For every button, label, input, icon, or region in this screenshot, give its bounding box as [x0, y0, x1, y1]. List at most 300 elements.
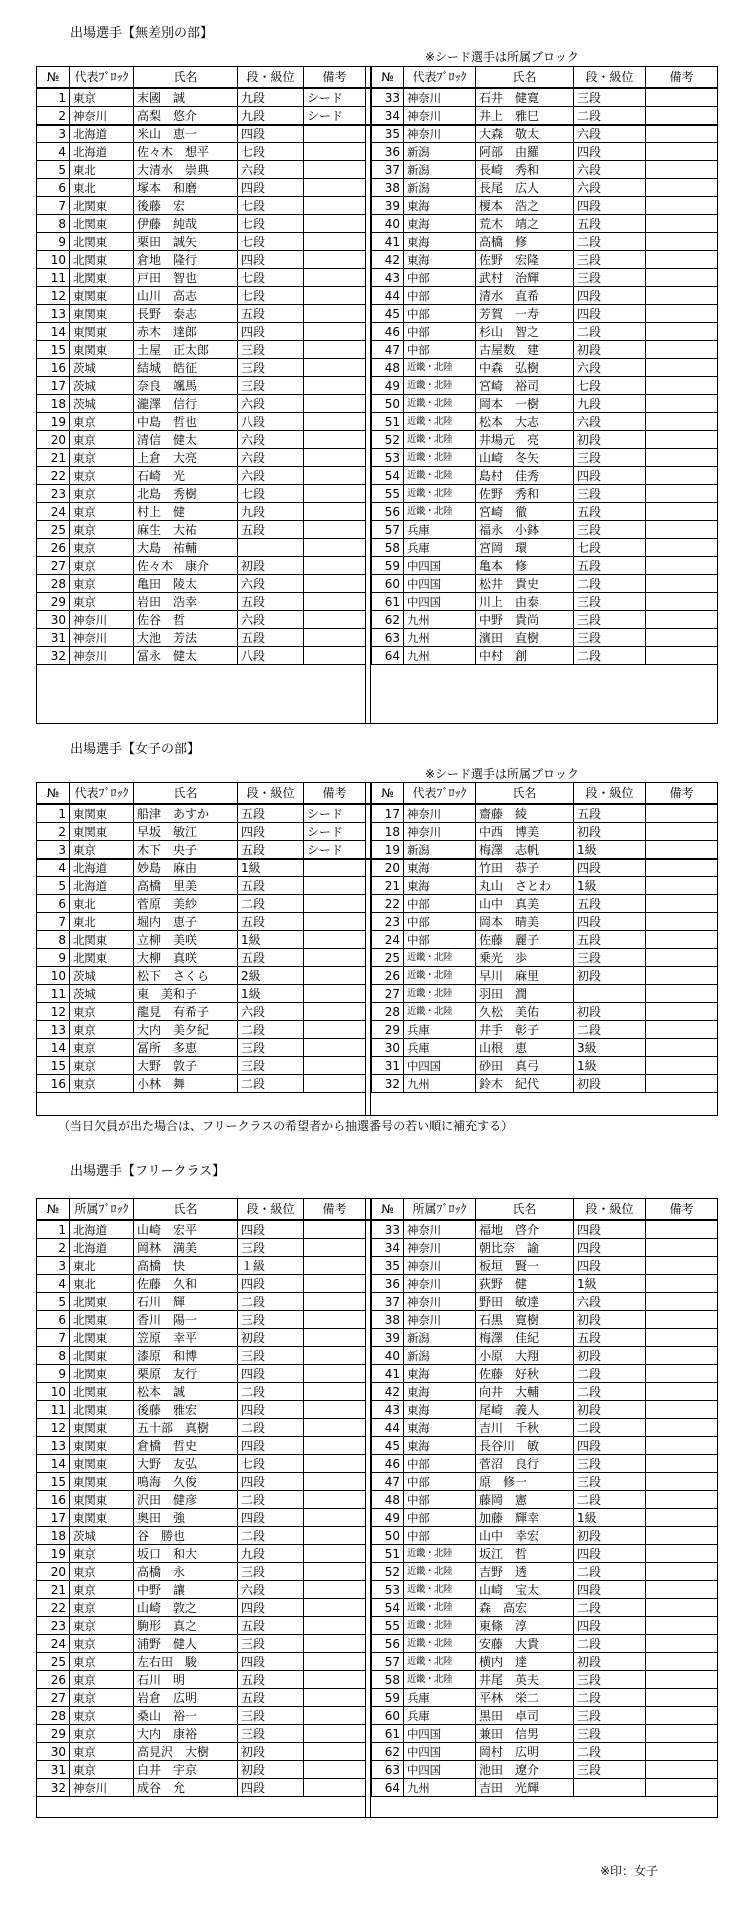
cell-name: 冨所 多恵	[133, 1039, 237, 1057]
table-row	[37, 1003, 717, 1021]
cell-no: 20	[37, 1563, 69, 1581]
cell-rank: 二段	[573, 323, 645, 341]
cell-block: 東関東	[69, 1455, 133, 1473]
cell-remarks	[303, 1743, 365, 1761]
cell-block: 東関東	[69, 1437, 133, 1455]
cell-no: 44	[371, 287, 403, 305]
cell-remarks: シード	[303, 89, 365, 107]
cell-remarks	[303, 413, 365, 431]
cell-no: 37	[371, 1293, 403, 1311]
cell-block: 東京	[69, 485, 133, 503]
cell-block: 東海	[403, 197, 475, 215]
cell-block: 東京	[69, 1599, 133, 1617]
cell-remarks	[645, 967, 717, 985]
cell-rank: 四段	[573, 1239, 645, 1257]
cell-rank: 二段	[237, 1021, 303, 1039]
cell-name: 山中 幸宏	[475, 1527, 573, 1545]
cell-no: 9	[37, 949, 69, 967]
cell-block: 東北	[69, 895, 133, 913]
cell-rank: 初段	[573, 1347, 645, 1365]
cell-remarks	[645, 233, 717, 251]
cell-remarks	[303, 557, 365, 575]
cell-remarks	[303, 859, 365, 877]
cell-no: 5	[37, 1293, 69, 1311]
cell-block: 東海	[403, 1383, 475, 1401]
table-row	[37, 1383, 717, 1401]
cell-name: 向井 大輔	[475, 1383, 573, 1401]
seed-note-women: ※シード選手は所属ブロック	[425, 767, 579, 781]
cell-remarks	[645, 539, 717, 557]
cell-name: 木下 央子	[133, 841, 237, 859]
cell-no: 64	[371, 1779, 403, 1797]
cell-no: 41	[371, 233, 403, 251]
cell-rank: 三段	[573, 89, 645, 107]
cell-rank: 1級	[573, 1509, 645, 1527]
cell-rank: 初段	[237, 1329, 303, 1347]
cell-rank: 九段	[573, 395, 645, 413]
seed-separator	[37, 858, 717, 860]
cell-block: 北関東	[69, 269, 133, 287]
cell-rank: 二段	[237, 1419, 303, 1437]
cell-name: 福地 啓介	[475, 1221, 573, 1239]
cell-block: 東京	[69, 1635, 133, 1653]
cell-no: 38	[371, 1311, 403, 1329]
cell-name: 横内 達	[475, 1653, 573, 1671]
cell-no: 40	[371, 215, 403, 233]
cell-rank: 五段	[237, 949, 303, 967]
cell-remarks: シード	[303, 823, 365, 841]
header-col-block: 代表ﾌﾞﾛｯｸ	[403, 67, 475, 87]
cell-no: 3	[37, 1257, 69, 1275]
cell-block: 近畿・北陸	[403, 1653, 475, 1671]
seed-separator	[37, 124, 717, 126]
cell-no: 14	[37, 1039, 69, 1057]
section-title-free: 出場選手【フリークラス】	[70, 1164, 226, 1179]
table-row	[37, 305, 717, 323]
cell-rank: 四段	[237, 1473, 303, 1491]
cell-remarks	[645, 647, 717, 665]
header-col-rank: 段・級位	[573, 1199, 645, 1219]
header-col-remarks: 備考	[645, 783, 717, 803]
table-row	[37, 1617, 717, 1635]
cell-rank: 四段	[237, 1653, 303, 1671]
cell-remarks	[303, 931, 365, 949]
cell-remarks	[645, 931, 717, 949]
cell-rank: 三段	[237, 1707, 303, 1725]
cell-block: 中四国	[403, 1761, 475, 1779]
cell-rank: 四段	[573, 859, 645, 877]
cell-remarks	[645, 1257, 717, 1275]
cell-no: 54	[371, 1599, 403, 1617]
cell-remarks	[303, 1383, 365, 1401]
cell-block: 東京	[69, 1653, 133, 1671]
cell-remarks	[303, 431, 365, 449]
cell-no: 14	[37, 1455, 69, 1473]
cell-name: 池田 遼介	[475, 1761, 573, 1779]
cell-no: 6	[37, 1311, 69, 1329]
cell-name: 高橋 修	[475, 233, 573, 251]
cell-block: 東北	[69, 179, 133, 197]
cell-block: 神奈川	[69, 1779, 133, 1797]
cell-remarks	[645, 913, 717, 931]
cell-no: 5	[37, 161, 69, 179]
cell-block: 北関東	[69, 251, 133, 269]
cell-rank: 二段	[237, 1491, 303, 1509]
cell-block: 中部	[403, 323, 475, 341]
cell-no: 62	[371, 1743, 403, 1761]
cell-no: 38	[371, 179, 403, 197]
cell-block: 東京	[69, 1689, 133, 1707]
cell-remarks	[645, 1635, 717, 1653]
cell-remarks	[303, 1545, 365, 1563]
cell-rank: 五段	[573, 805, 645, 823]
cell-rank: 五段	[573, 895, 645, 913]
cell-rank: 四段	[237, 1221, 303, 1239]
cell-no: 24	[37, 503, 69, 521]
cell-name: 山崎 敦之	[133, 1599, 237, 1617]
cell-name: 亀本 修	[475, 557, 573, 575]
cell-no: 41	[371, 1365, 403, 1383]
cell-block: 東海	[403, 859, 475, 877]
cell-block: 東京	[69, 1563, 133, 1581]
cell-remarks	[303, 1419, 365, 1437]
cell-rank: 初段	[237, 1743, 303, 1761]
cell-name: 菅原 美紗	[133, 895, 237, 913]
cell-block: 近畿・北陸	[403, 1581, 475, 1599]
cell-rank: 四段	[573, 467, 645, 485]
cell-no: 61	[371, 593, 403, 611]
cell-block: 神奈川	[403, 1293, 475, 1311]
cell-block: 北海道	[69, 859, 133, 877]
cell-remarks	[645, 269, 717, 287]
cell-no: 42	[371, 1383, 403, 1401]
cell-remarks	[303, 1689, 365, 1707]
cell-rank: 三段	[237, 1563, 303, 1581]
table-row	[37, 1509, 717, 1527]
cell-no: 54	[371, 467, 403, 485]
cell-name: 結城 皓征	[133, 359, 237, 377]
cell-remarks	[303, 377, 365, 395]
table-row	[37, 197, 717, 215]
cell-no: 63	[371, 629, 403, 647]
cell-no: 3	[37, 125, 69, 143]
cell-remarks	[303, 287, 365, 305]
header-col-name: 氏名	[475, 1199, 573, 1219]
table-row	[37, 1653, 717, 1671]
cell-rank: 六段	[237, 611, 303, 629]
cell-no: 55	[371, 1617, 403, 1635]
cell-name: 石井 健寛	[475, 89, 573, 107]
cell-name: 久松 美佑	[475, 1003, 573, 1021]
cell-remarks	[645, 1293, 717, 1311]
cell-rank: 三段	[573, 1473, 645, 1491]
cell-remarks	[303, 913, 365, 931]
cell-remarks	[645, 1365, 717, 1383]
table-row	[37, 1707, 717, 1725]
cell-block: 東京	[69, 449, 133, 467]
table-row	[37, 1365, 717, 1383]
cell-remarks	[303, 521, 365, 539]
cell-rank: 四段	[573, 1545, 645, 1563]
cell-no: 57	[371, 521, 403, 539]
cell-block: 東京	[69, 1617, 133, 1635]
cell-name: 山中 真美	[475, 895, 573, 913]
cell-rank: 二段	[237, 1383, 303, 1401]
cell-name: 佐々木 康介	[133, 557, 237, 575]
cell-block: 九州	[403, 629, 475, 647]
cell-block: 東京	[69, 1761, 133, 1779]
cell-no: 13	[37, 1437, 69, 1455]
table-row	[37, 1275, 717, 1293]
cell-remarks	[645, 895, 717, 913]
cell-name: 尾崎 義人	[475, 1401, 573, 1419]
cell-block: 近畿・北陸	[403, 1599, 475, 1617]
table-row	[37, 125, 717, 143]
table-row	[37, 1293, 717, 1311]
cell-remarks	[303, 1239, 365, 1257]
cell-block: 東関東	[69, 1419, 133, 1437]
cell-rank: 六段	[237, 431, 303, 449]
cell-name: 中野 讓	[133, 1581, 237, 1599]
cell-remarks	[303, 895, 365, 913]
cell-no: 19	[37, 413, 69, 431]
cell-remarks	[645, 1057, 717, 1075]
cell-name: 堀内 恵子	[133, 913, 237, 931]
cell-remarks	[645, 1473, 717, 1491]
cell-block: 東関東	[69, 1509, 133, 1527]
cell-no: 32	[371, 1075, 403, 1093]
cell-name: 高見沢 大樹	[133, 1743, 237, 1761]
table-row	[37, 1743, 717, 1761]
table-free	[36, 1198, 718, 1818]
cell-name: 大内 康裕	[133, 1725, 237, 1743]
cell-no: 22	[37, 467, 69, 485]
cell-no: 21	[37, 1581, 69, 1599]
cell-no: 9	[37, 233, 69, 251]
cell-block: 神奈川	[403, 1311, 475, 1329]
cell-block: 新潟	[403, 179, 475, 197]
table-row	[37, 629, 717, 647]
table-row	[37, 359, 717, 377]
cell-rank: 三段	[573, 251, 645, 269]
cell-remarks	[645, 1491, 717, 1509]
cell-no: 28	[37, 575, 69, 593]
cell-rank: 三段	[573, 1761, 645, 1779]
header-col-no: №	[46, 1202, 60, 1216]
cell-block: 中部	[403, 1527, 475, 1545]
cell-name: 北島 秀樹	[133, 485, 237, 503]
cell-block: 東京	[69, 1545, 133, 1563]
cell-no: 15	[37, 1473, 69, 1491]
cell-block: 東京	[69, 1743, 133, 1761]
cell-name: 佐野 宏隆	[475, 251, 573, 269]
cell-remarks	[303, 1021, 365, 1039]
cell-no: 31	[37, 1761, 69, 1779]
cell-name: 末國 誠	[133, 89, 237, 107]
cell-name: 野田 敏達	[475, 1293, 573, 1311]
table-row	[37, 1419, 717, 1437]
cell-rank: 二段	[573, 1599, 645, 1617]
cell-no: 53	[371, 1581, 403, 1599]
cell-no: 24	[37, 1635, 69, 1653]
cell-name: 梅澤 志帆	[475, 841, 573, 859]
cell-block: 九州	[403, 611, 475, 629]
cell-no: 52	[371, 431, 403, 449]
cell-name: 香川 陽一	[133, 1311, 237, 1329]
cell-name: 大池 芳法	[133, 629, 237, 647]
table-row	[37, 647, 717, 665]
cell-name: 長野 泰志	[133, 305, 237, 323]
header-col-no: №	[46, 70, 60, 84]
cell-rank: 初段	[573, 341, 645, 359]
cell-remarks	[645, 1671, 717, 1689]
cell-rank: 二段	[237, 1527, 303, 1545]
cell-remarks	[645, 1419, 717, 1437]
cell-name: 瀧澤 信行	[133, 395, 237, 413]
header-col-name: 氏名	[133, 67, 237, 87]
cell-rank: 九段	[237, 107, 303, 125]
cell-name: 奈良 颯馬	[133, 377, 237, 395]
cell-rank: 七段	[573, 539, 645, 557]
cell-name: 松井 貴史	[475, 575, 573, 593]
cell-name: 高橋 快	[133, 1257, 237, 1275]
cell-name: 土屋 正太郎	[133, 341, 237, 359]
cell-no: 18	[37, 395, 69, 413]
cell-no: 39	[371, 1329, 403, 1347]
cell-block: 新潟	[403, 1347, 475, 1365]
cell-no: 40	[371, 1347, 403, 1365]
cell-remarks	[645, 1383, 717, 1401]
cell-block: 近畿・北陸	[403, 431, 475, 449]
cell-remarks	[645, 1509, 717, 1527]
cell-rank: 五段	[573, 931, 645, 949]
cell-block: 中四国	[403, 1743, 475, 1761]
cell-name: 高梨 悠介	[133, 107, 237, 125]
cell-no: 16	[37, 1491, 69, 1509]
cell-name: 坂口 和大	[133, 1545, 237, 1563]
cell-block: 北海道	[69, 143, 133, 161]
column-divider	[365, 67, 371, 723]
cell-rank: 五段	[237, 1617, 303, 1635]
cell-no: 26	[37, 1671, 69, 1689]
cell-block: 近畿・北陸	[403, 449, 475, 467]
cell-no: 48	[371, 1491, 403, 1509]
cell-rank: 二段	[573, 1689, 645, 1707]
cell-block: 北海道	[69, 877, 133, 895]
cell-block: 中部	[403, 269, 475, 287]
header-col-rank: 段・級位	[237, 783, 303, 803]
cell-rank: 三段	[573, 611, 645, 629]
cell-rank: 初段	[573, 967, 645, 985]
cell-block: 中四国	[403, 575, 475, 593]
table-row	[37, 1779, 717, 1797]
cell-block: 東京	[69, 1057, 133, 1075]
cell-remarks	[645, 1239, 717, 1257]
cell-no: 55	[371, 485, 403, 503]
cell-block: 近畿・北陸	[403, 1563, 475, 1581]
header-col-no: №	[46, 786, 60, 800]
cell-name: 松下 さくら	[133, 967, 237, 985]
cell-block: 神奈川	[403, 89, 475, 107]
cell-remarks	[645, 125, 717, 143]
cell-remarks	[303, 269, 365, 287]
table-row	[37, 1761, 717, 1779]
cell-no: 33	[371, 89, 403, 107]
cell-block: 近畿・北陸	[403, 1635, 475, 1653]
cell-block: 北関東	[69, 1383, 133, 1401]
cell-rank: 七段	[237, 233, 303, 251]
cell-remarks	[645, 1075, 717, 1093]
cell-name: 朝比奈 諭	[475, 1239, 573, 1257]
cell-name: 戸田 智也	[133, 269, 237, 287]
cell-block: 新潟	[403, 161, 475, 179]
cell-no: 33	[371, 1221, 403, 1239]
cell-no: 63	[371, 1761, 403, 1779]
cell-block: 近畿・北陸	[403, 377, 475, 395]
cell-block: 北関東	[69, 197, 133, 215]
cell-no: 58	[371, 539, 403, 557]
cell-block: 北海道	[69, 125, 133, 143]
cell-no: 21	[371, 877, 403, 895]
cell-remarks	[645, 1689, 717, 1707]
cell-block: 北関東	[69, 1365, 133, 1383]
cell-name: 山崎 宝太	[475, 1581, 573, 1599]
cell-no: 32	[37, 1779, 69, 1797]
table-row	[37, 805, 717, 823]
cell-name: 石崎 光	[133, 467, 237, 485]
cell-rank: 初段	[237, 557, 303, 575]
cell-remarks	[303, 359, 365, 377]
header-col-block: 代表ﾌﾞﾛｯｸ	[403, 783, 475, 803]
cell-block: 北関東	[69, 949, 133, 967]
cell-remarks	[303, 233, 365, 251]
cell-remarks	[645, 197, 717, 215]
cell-remarks	[303, 1671, 365, 1689]
cell-no: 14	[37, 323, 69, 341]
cell-name: 白井 宇京	[133, 1761, 237, 1779]
cell-block: 近畿・北陸	[403, 359, 475, 377]
cell-rank: 五段	[573, 503, 645, 521]
cell-no: 17	[371, 805, 403, 823]
cell-name: 松本 大志	[475, 413, 573, 431]
cell-name: 村上 健	[133, 503, 237, 521]
cell-rank: 2級	[237, 967, 303, 985]
cell-name: 塚本 和磨	[133, 179, 237, 197]
cell-rank: 四段	[573, 143, 645, 161]
cell-block: 兵庫	[403, 1039, 475, 1057]
cell-remarks	[303, 1491, 365, 1509]
cell-name: 岩倉 広明	[133, 1689, 237, 1707]
cell-block: 近畿・北陸	[403, 485, 475, 503]
cell-name: 伊藤 純哉	[133, 215, 237, 233]
cell-block: 北関東	[69, 931, 133, 949]
cell-rank: １級	[237, 1257, 303, 1275]
cell-remarks	[645, 1437, 717, 1455]
cell-name: 大野 敦子	[133, 1057, 237, 1075]
table-row	[37, 1455, 717, 1473]
cell-block: 北関東	[69, 215, 133, 233]
cell-rank: 四段	[237, 251, 303, 269]
cell-rank: 二段	[237, 895, 303, 913]
cell-rank: 三段	[237, 1725, 303, 1743]
cell-remarks	[303, 985, 365, 1003]
cell-remarks	[645, 359, 717, 377]
cell-remarks	[303, 949, 365, 967]
cell-name: 山川 高志	[133, 287, 237, 305]
cell-name: 五十部 真樹	[133, 1419, 237, 1437]
cell-name: 東條 淳	[475, 1617, 573, 1635]
cell-name: 荻野 健	[475, 1275, 573, 1293]
